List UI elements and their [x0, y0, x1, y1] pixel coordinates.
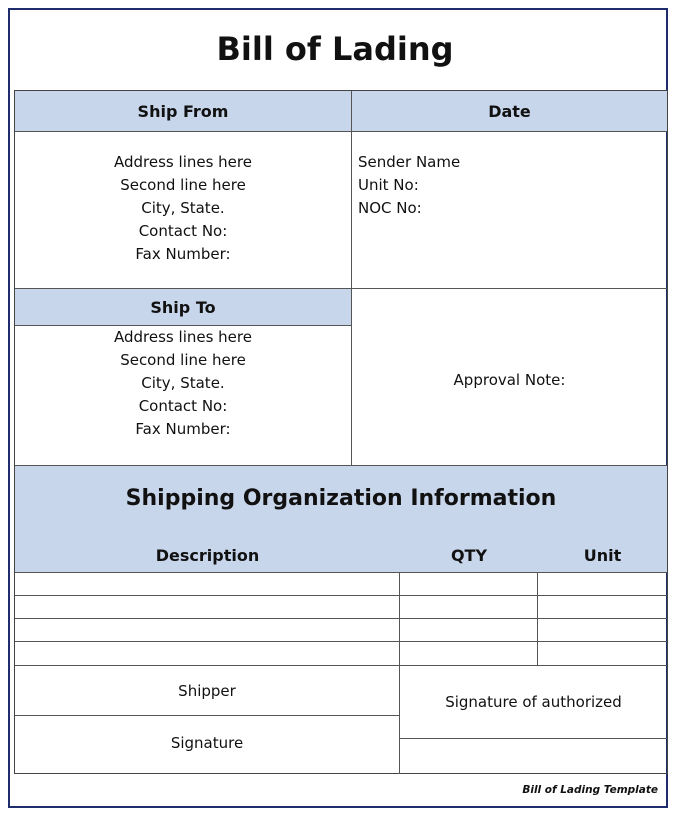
ship-from-line: Contact No: [138, 222, 228, 240]
ship-to-line: City, State. [141, 374, 225, 392]
ship-to-header-label: Ship To [150, 297, 216, 317]
ship-from-line: Second line here [120, 176, 246, 194]
date-header-label: Date [488, 101, 531, 121]
ship-to-line: Second line here [120, 351, 246, 369]
table-row [15, 665, 667, 666]
ship-from-header-label: Ship From [137, 101, 229, 121]
ship-from-line: City, State. [141, 199, 225, 217]
table-row [15, 618, 667, 619]
divider [351, 91, 352, 465]
approval-note-label: Approval Note: [453, 371, 566, 389]
divider [15, 572, 667, 573]
divider [400, 738, 667, 739]
ship-from-address [15, 151, 351, 266]
ship-from-header [15, 91, 351, 131]
divider [537, 572, 538, 665]
divider [15, 715, 399, 716]
noc-no-label: NOC No: [358, 199, 422, 217]
ship-from-line: Address lines here [114, 153, 252, 171]
qty-column-header: QTY [450, 546, 488, 565]
shipping-org-heading: Shipping Organization Information [125, 486, 557, 511]
divider [15, 131, 667, 132]
ship-to-line: Contact No: [138, 397, 228, 415]
shipping-org-header [15, 466, 667, 572]
divider [399, 572, 400, 774]
ship-to-line: Address lines here [114, 328, 252, 346]
footer-caption: Bill of Lading Template [522, 784, 658, 796]
sender-name-label: Sender Name [358, 153, 461, 171]
shipper-label: Shipper [178, 682, 236, 700]
document-frame [8, 8, 668, 808]
date-header [352, 91, 667, 131]
date-details [358, 151, 658, 220]
description-column-header: Description [155, 546, 260, 565]
authorized-signature-label: Signature of authorized [445, 693, 622, 711]
unit-no-label: Unit No: [358, 176, 419, 194]
unit-column-header: Unit [583, 546, 622, 565]
page-title: Bill of Lading [216, 30, 454, 68]
table-row [15, 595, 667, 596]
ship-to-header [15, 289, 351, 325]
table-row [15, 641, 667, 642]
ship-from-line: Fax Number: [135, 245, 231, 263]
ship-to-address [15, 326, 351, 441]
ship-to-line: Fax Number: [135, 420, 231, 438]
signature-label: Signature [170, 734, 244, 752]
